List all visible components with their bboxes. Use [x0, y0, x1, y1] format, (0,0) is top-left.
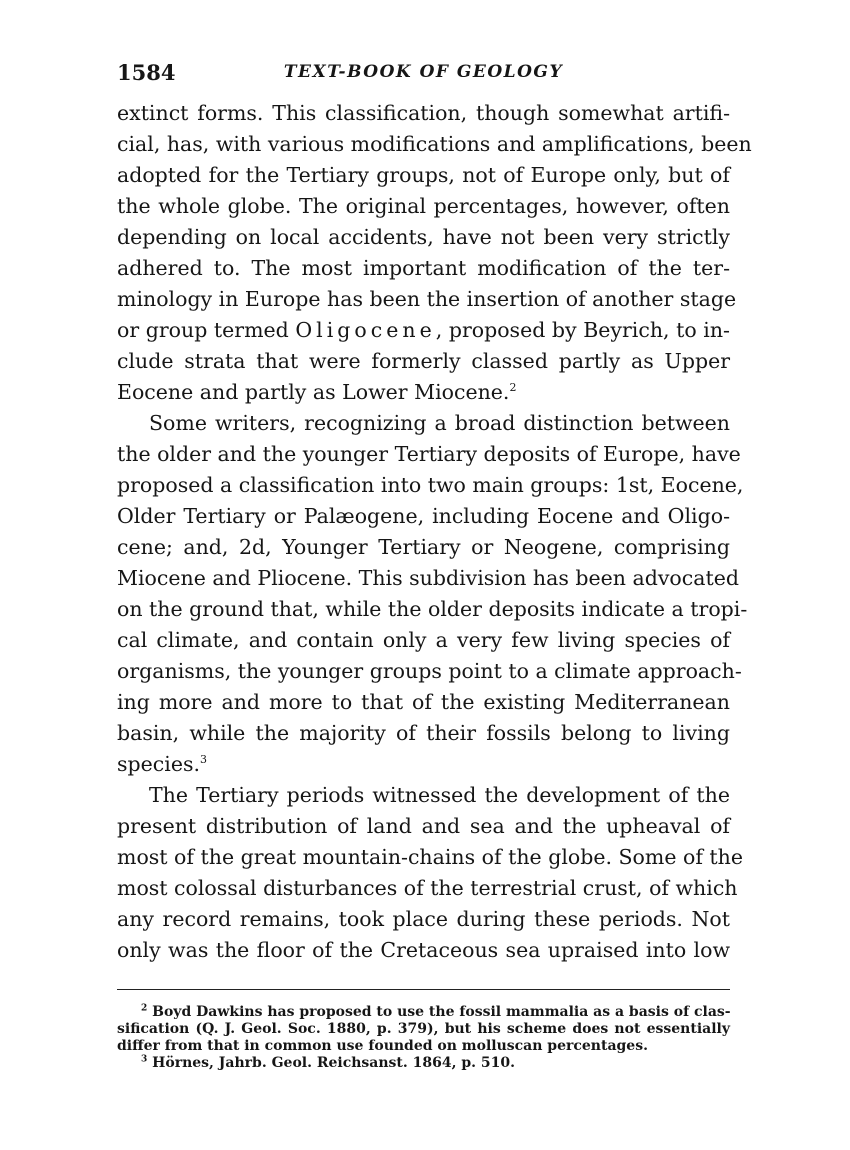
- text-line: any record remains, took place during these periods. Not: [117, 907, 730, 931]
- spaced-term: Oligocene: [295, 318, 436, 342]
- text-fragment: or group termed: [117, 318, 296, 342]
- footnotes: [117, 1004, 730, 1072]
- running-head: TEXT-BOOK OF GEOLOGY: [283, 62, 564, 82]
- text-line: depending on local accidents, have not been very strictly: [117, 225, 730, 249]
- text-line: adhered to. The most important modification of the ter-: [117, 256, 730, 280]
- text-line: [117, 749, 730, 780]
- footnote-2: [117, 1004, 730, 1055]
- footnote-3: [117, 1055, 730, 1072]
- page-header: [117, 60, 730, 96]
- text-line: on the ground that, while the older deposits indicate a tropi-: [117, 597, 748, 621]
- page-number: 1584: [117, 60, 176, 85]
- text-line: ing more and more to that of the existing Mediterranean: [117, 690, 730, 714]
- footnote-divider: [117, 989, 730, 990]
- body-text: [117, 98, 752, 966]
- text-fragment: Eocene and partly as Lower Miocene.: [117, 380, 510, 404]
- footnote-reference: 2: [509, 381, 517, 395]
- text-line: adopted for the Tertiary groups, not of Europe only, but of: [117, 163, 730, 187]
- text-line: minology in Europe has been the insertion of another stage: [117, 287, 737, 311]
- text-line: proposed a classification into two main groups: 1st, Eocene,: [117, 473, 744, 497]
- footnote-line: [117, 1004, 730, 1021]
- paragraph-3: [117, 780, 743, 966]
- text-fragment: species.: [117, 752, 200, 776]
- text-fragment: Hörnes, Jahrb. Geol. Reichsanst. 1864, p. 510.: [152, 1055, 515, 1071]
- text-line: most of the great mountain-chains of the globe. Some of the: [117, 845, 743, 869]
- text-line: Some writers, recognizing a broad distinction between: [149, 411, 730, 435]
- footnote-line: sification (Q. J. Geol. Soc. 1880, p. 379), but his scheme does not essentially: [117, 1021, 730, 1037]
- text-line: organisms, the younger groups point to a climate approach-: [117, 659, 742, 683]
- text-line: Older Tertiary or Palæogene, including Eocene and Oligo-: [117, 504, 730, 528]
- paragraph-2: [117, 408, 748, 780]
- text-line: most colossal disturbances of the terrestrial crust, of which: [117, 876, 738, 900]
- text-line: [117, 377, 730, 408]
- footnote-line: differ from that in common use founded on molluscan percentages.: [117, 1038, 648, 1054]
- text-line: only was the floor of the Cretaceous sea upraised into low: [117, 938, 730, 962]
- paragraph-1: [117, 98, 752, 408]
- text-line: [117, 315, 730, 346]
- text-line: the older and the younger Tertiary deposits of Europe, have: [117, 442, 741, 466]
- text-line: present distribution of land and sea and the upheaval of: [117, 814, 730, 838]
- text-line: cal climate, and contain only a very few living species of: [117, 628, 730, 652]
- text-fragment: , proposed by Beyrich, to in-: [435, 318, 730, 342]
- footnote-reference: 3: [199, 753, 207, 767]
- text-line: Miocene and Pliocene. This subdivision has been advocated: [117, 566, 739, 590]
- text-line: The Tertiary periods witnessed the development of the: [149, 783, 730, 807]
- text-line: cial, has, with various modifications and amplifications, been: [117, 132, 752, 156]
- text-line: the whole globe. The original percentages, however, often: [117, 194, 730, 218]
- footnote-marker: 2: [141, 1003, 148, 1014]
- text-line: cene; and, 2d, Younger Tertiary or Neogene, comprising: [117, 535, 730, 559]
- text-line: clude strata that were formerly classed partly as Upper: [117, 349, 730, 373]
- footnote-marker: 3: [141, 1054, 148, 1065]
- text-line: extinct forms. This classification, though somewhat artifi-: [117, 101, 730, 125]
- text-line: basin, while the majority of their fossils belong to living: [117, 721, 730, 745]
- text-fragment: Boyd Dawkins has proposed to use the fossil mammalia as a basis of clas-: [152, 1004, 731, 1020]
- page: [117, 60, 752, 966]
- footnote-line: [117, 1055, 730, 1072]
